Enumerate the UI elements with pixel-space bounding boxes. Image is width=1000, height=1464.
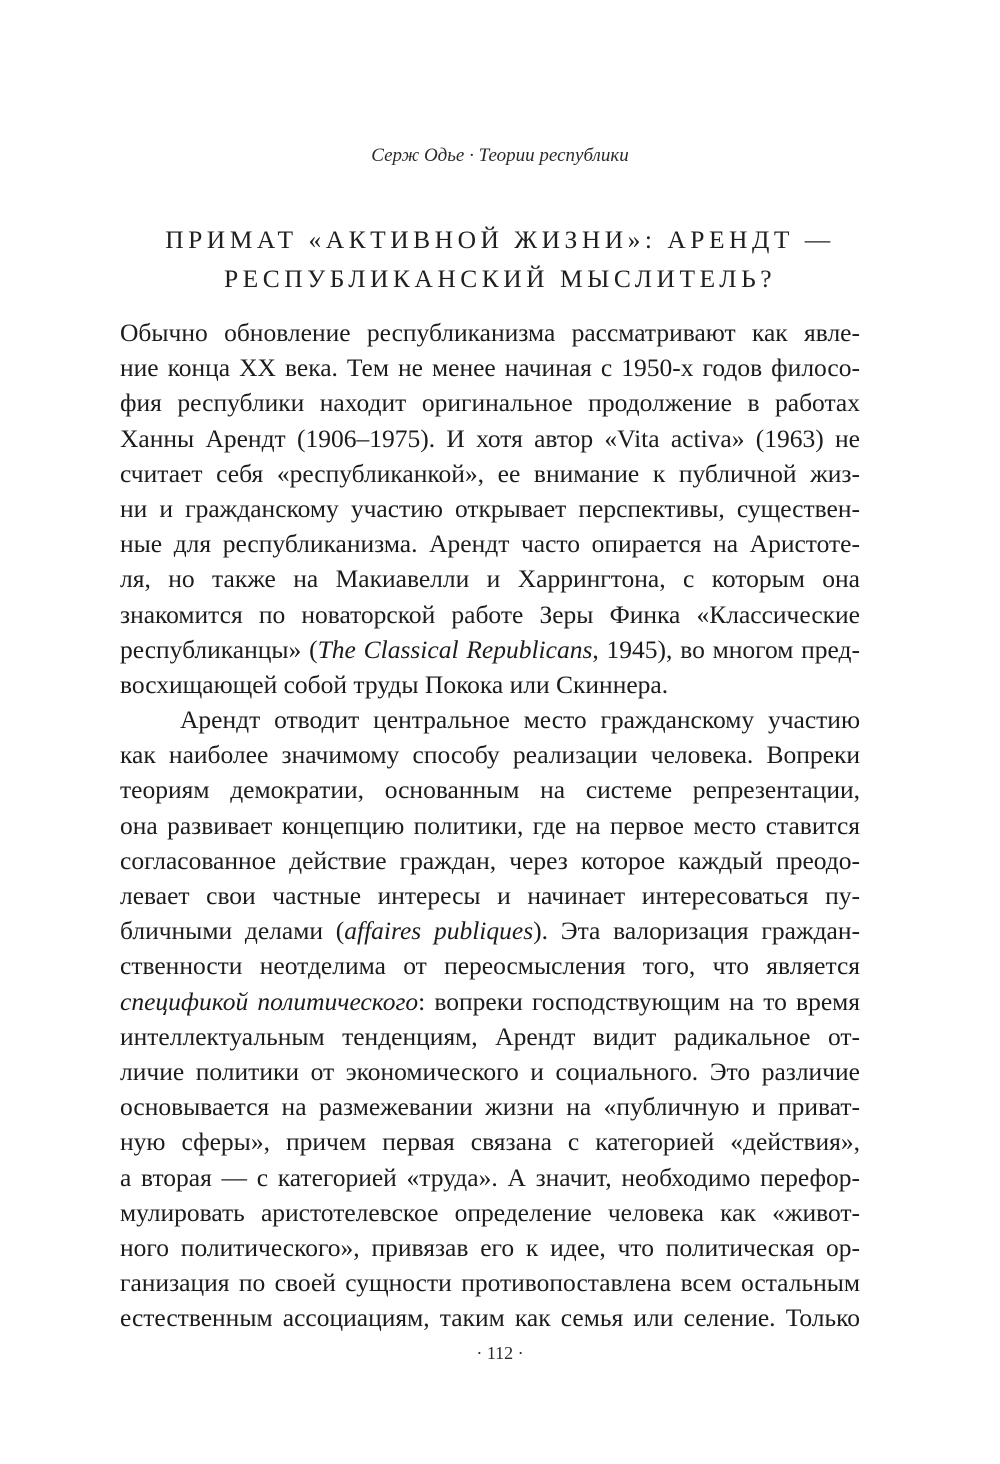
- text-run: ные для республиканизма. Арендт часто опирается на Аристоте-: [120, 529, 860, 559]
- text-line: [120, 808, 860, 843]
- text-run: республиканцы» (: [120, 634, 318, 664]
- text-run: как наиболее значимому способу реализации человека. Вопреки: [120, 740, 860, 770]
- text-line: [120, 948, 860, 983]
- text-line: [120, 1054, 860, 1089]
- text-line: [120, 702, 860, 737]
- text-line: [120, 350, 860, 385]
- text-run: Арендт отводит центральное место гражданскому участию: [180, 705, 860, 735]
- text-line: [120, 1124, 860, 1159]
- text-line: [120, 1300, 860, 1335]
- text-line: [120, 315, 860, 350]
- text-run: ственности неотделима от переосмысления того, что является: [120, 951, 860, 981]
- text-run: ). Эта валоризация граждан-: [533, 916, 860, 946]
- text-line: [120, 1265, 860, 1300]
- running-head: Серж Одье · Теории республики: [371, 145, 629, 166]
- italic-term: спецификой политического: [120, 986, 419, 1016]
- text-line: [120, 1195, 860, 1230]
- text-run: а вторая — с категорией «труда». А значит, необходимо перефор-: [120, 1162, 860, 1192]
- text-run: естественным ассоциациям, таким как семья или селение. Только: [120, 1303, 860, 1333]
- text-line: [120, 632, 860, 667]
- text-run: интеллектуальным тенденциям, Арендт видит радикальное от-: [120, 1021, 860, 1051]
- italic-term: affaires publiques: [344, 916, 534, 946]
- text-line: [120, 1230, 860, 1265]
- chapter-title-line: ПРИМАТ «АКТИВНОЙ ЖИЗНИ»: АРЕНДТ —: [165, 225, 835, 254]
- text-run: личие политики от экономического и социального. Это различие: [120, 1056, 860, 1086]
- text-line: [120, 1089, 860, 1124]
- text-run: ного политического», привязав его к идее, что политическая ор-: [120, 1232, 860, 1262]
- text-run: ни и гражданскому участию открывает перспективы, существен-: [120, 493, 860, 523]
- text-line: [120, 421, 860, 456]
- body-text: [120, 315, 860, 1335]
- text-run: Ханны Арендт (1906–1975). И хотя автор «Vita activa» (1963) не: [120, 423, 860, 453]
- text-run: Обычно обновление республиканизма рассматривают как явле-: [120, 318, 860, 347]
- text-line: [120, 526, 860, 561]
- page-number: · 112 ·: [476, 1343, 524, 1363]
- text-run: согласованное действие граждан, через которое каждый преодо-: [120, 845, 860, 875]
- text-line: [120, 385, 860, 420]
- text-run: теориям демократии, основанным на системе репрезентации,: [120, 775, 860, 805]
- text-run: ную сферы», причем первая связана с категорией «действия»,: [120, 1127, 860, 1157]
- text-line: [120, 491, 860, 526]
- text-line: [120, 913, 860, 948]
- text-line: [120, 456, 860, 491]
- text-line: [120, 561, 860, 596]
- text-run: ганизация по своей сущности противопоставлена всем остальным: [120, 1268, 860, 1298]
- text-line: [120, 772, 860, 807]
- text-run: фия республики находит оригинальное продолжение в работах: [120, 388, 860, 418]
- text-run: : вопреки господствующим на то время: [418, 986, 860, 1016]
- text-run: знакомится по новаторской работе Зеры Финка «Классические: [120, 599, 860, 629]
- text-run: бличными делами (: [120, 916, 345, 946]
- text-run: основывается на размежевании жизни на «публичную и приват-: [120, 1092, 860, 1122]
- text-run: ля, но также на Макиавелли и Харрингтона, с которым она: [120, 564, 860, 594]
- chapter-title-line: РЕСПУБЛИКАНСКИЙ МЫСЛИТЕЛЬ?: [223, 264, 777, 293]
- text-run: мулировать аристотелевское определение человека как «живот-: [120, 1197, 860, 1227]
- italic-term: The Classical Republicans: [317, 634, 593, 664]
- text-run: , 1945), во многом пред-: [592, 634, 860, 664]
- text-run: ние конца XX века. Тем не менее начиная с 1950-х годов филосо-: [120, 353, 860, 383]
- text-line: [120, 984, 860, 1019]
- text-run: левает свои частные интересы и начинает интересоваться пу-: [120, 881, 860, 910]
- text-run: считает себя «республиканкой», ее внимание к публичной жиз-: [120, 458, 860, 488]
- text-line: [120, 878, 860, 913]
- text-run: она развивает концепцию политики, где на первое место ставится: [120, 810, 860, 840]
- text-line: [120, 737, 860, 772]
- chapter-title: [120, 220, 880, 298]
- text-line: [120, 1160, 860, 1195]
- text-line: [120, 843, 860, 878]
- text-line: [120, 667, 860, 702]
- text-run: восхищающей собой труды Покока или Скиннера.: [120, 669, 669, 699]
- text-line: [120, 1019, 860, 1054]
- text-line: [120, 597, 860, 632]
